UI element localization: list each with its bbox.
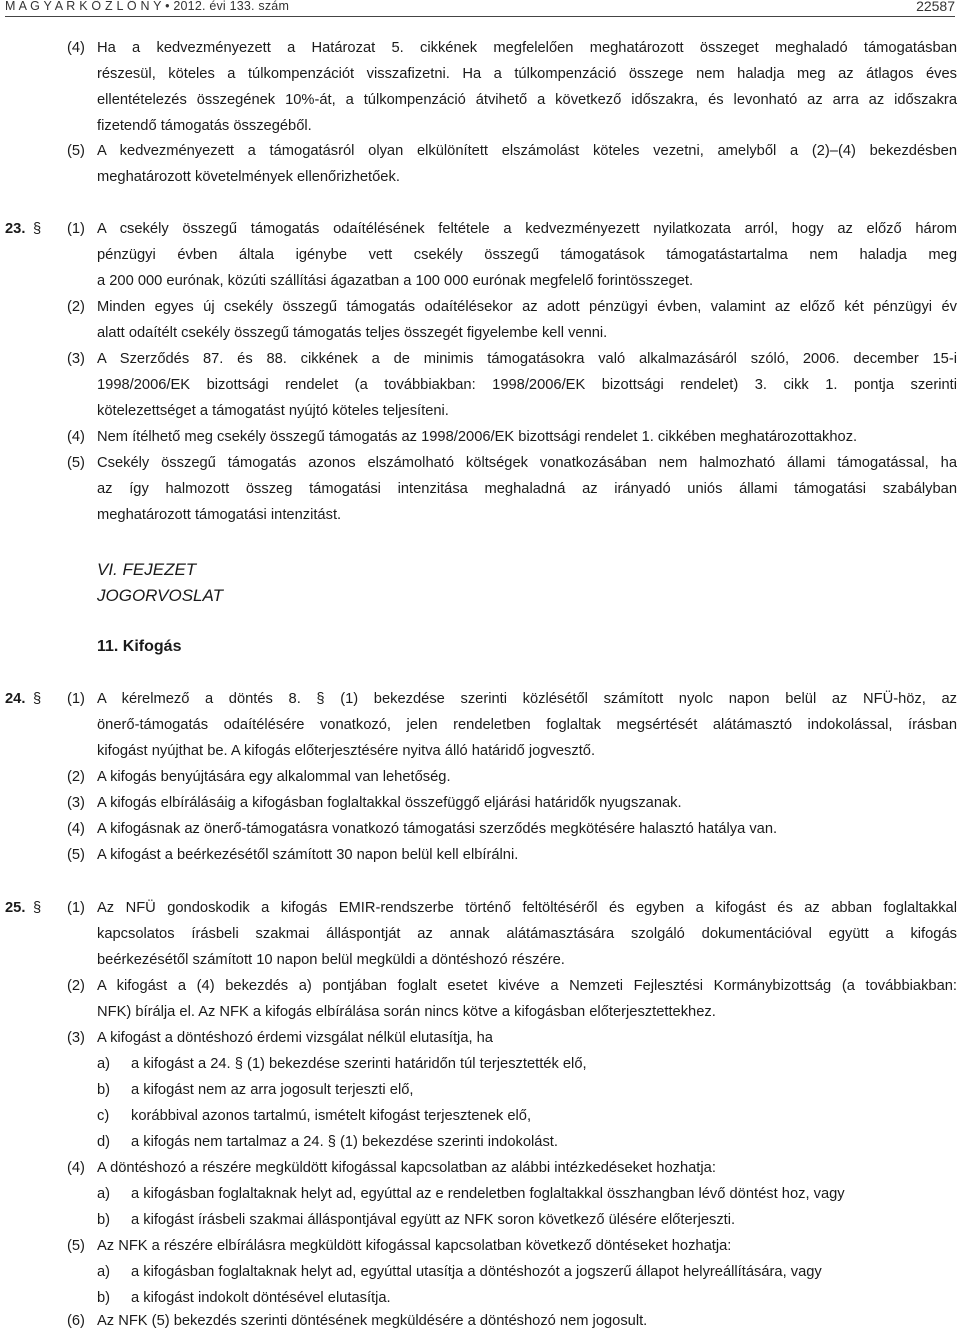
paragraph-number: (4) [67, 40, 85, 56]
text-line: A kifogásnak az önerő-támogatásra vonatkozó támogatási szerződés megkötésére halasztó hatálya van. [97, 821, 778, 837]
section-sign: § [33, 691, 42, 707]
list-item: a kifogást a 24. § (1) bekezdése szerinti határidőn túl terjesztették elő, [131, 1056, 587, 1072]
text-line: Ha a kedvezményezett a Határozat 5. cikkének megfelelően meghatározott összeget meghaladó támogatásban [97, 40, 957, 56]
text-line: az így halmozott összeg támogatási intenzitása meghaladná az irányadó uniós állami támogatási szabályban [97, 481, 957, 497]
text-line: Az NFK a részére elbírálásra megküldött kifogással kapcsolatban következő döntéseket hozhatja: [97, 1238, 732, 1254]
text-line: Nem ítélhető meg csekély összegű támogatás az 1998/2006/EK bizottsági rendelet 1. cikkében meghatározottakhoz. [97, 429, 858, 445]
text-line: a 200 000 eurónak, közúti szállítási ágazatban a 100 000 eurónak megfelelő forintösszeget. [97, 273, 694, 289]
list-letter: b) [97, 1082, 111, 1098]
list-letter: d) [97, 1134, 111, 1150]
paragraph-number: (2) [67, 769, 85, 785]
paragraph-number: (6) [67, 1313, 85, 1329]
text-line: Az NFK (5) bekezdés szerinti döntésének megküldésére a döntéshozó nem jogosult. [97, 1313, 648, 1329]
paragraph-number: (3) [67, 795, 85, 811]
text-line: A kedvezményezett a támogatásról olyan elkülönített elszámolást köteles vezetni, amelyből a (2)–(4) bekezdésben [97, 143, 957, 159]
subheading: 11. Kifogás [97, 638, 182, 655]
list-item: a kifogásban foglaltaknak helyt ad, egyúttal az e rendeletben foglaltakkal összhangban lévő döntést hoz, vagy [131, 1186, 845, 1202]
paragraph-number: (3) [67, 1030, 85, 1046]
text-line: Csekély összegű támogatás azonos elszámolható költségek vonatkozásában nem halmozható állami támogatással, ha [97, 455, 957, 471]
section-number: 24. [5, 691, 26, 707]
list-item: a kifogást írásbeli szakmai álláspontjával együtt az NFK soron következő ülésére előterjeszti. [131, 1212, 736, 1228]
list-letter: a) [97, 1264, 111, 1280]
text-line: beérkezésétől számított 10 napon belül megküldi a döntéshozó részére. [97, 952, 565, 968]
text-line: NFK) bírálja el. Az NFK a kifogás elbírálása során nincs kötve a kifogásban előterjesztettekhez. [97, 1004, 716, 1020]
text-line: pénzügyi évben általa igénybe vett csekély összegű támogatások támogatástartalma nem haladja meg [97, 247, 957, 263]
paragraph-number: (4) [67, 1160, 85, 1176]
text-line: önerő-támogatás odaítélésére vonatkozó, jelen rendeletben foglaltak megsértését alátámasztó indokolással, írásban [97, 717, 957, 733]
text-line: kötelezettséget a támogatást nyújtó köteles teljesíteni. [97, 403, 449, 419]
text-line: Az NFÜ gondoskodik a kifogás EMIR-rendszerbe történő feltöltéséről és egyben a kifogást és az abban foglaltakkal [97, 900, 957, 916]
paragraph-number: (1) [67, 900, 85, 916]
text-line: A kifogást a beérkezésétől számított 30 napon belül kell elbírálni. [97, 847, 519, 863]
text-line: fizetendő támogatás összegéből. [97, 118, 312, 134]
text-line: A csekély összegű támogatás odaítélésének feltétele a kedvezményezett nyilatkozata arról, hogy az előző három [97, 221, 957, 237]
journal-title: M A G Y A R K Ö Z L Ö N Y • 2012. évi 133. szám [5, 0, 290, 13]
text-line: A kifogás benyújtására egy alkalommal van lehetőség. [97, 769, 451, 785]
chapter-number: VI. FEJEZET [97, 560, 197, 579]
page-number: 22587 [916, 0, 955, 14]
chapter-title: JOGORVOSLAT [97, 586, 223, 605]
paragraph-number: (1) [67, 691, 85, 707]
text-line: A kifogást a (4) bekezdés a) pontjában foglalt esetet kivéve a Nemzeti Fejlesztési Kormánybizottság (a továbbiakban: [97, 978, 957, 994]
paragraph-number: (4) [67, 821, 85, 837]
list-letter: b) [97, 1212, 111, 1228]
text-line: A kifogást a döntéshozó érdemi vizsgálat nélkül elutasítja, ha [97, 1030, 493, 1046]
list-item: a kifogásban foglaltaknak helyt ad, egyúttal utasítja a döntéshozót a jogszerű állapot helyreállítására, vagy [131, 1264, 822, 1280]
paragraph-number: (5) [67, 455, 85, 471]
paragraph-number: (2) [67, 978, 85, 994]
text-line: meghatározott támogatási intenzitást. [97, 507, 342, 523]
page-header [5, 0, 955, 16]
paragraph-number: (5) [67, 847, 85, 863]
section-number: 25. [5, 900, 26, 916]
text-line: meghatározott követelmények ellenőrizhetőek. [97, 169, 400, 185]
text-line: ellentételezés összegének 10%-át, a túlkompenzáció átvihető a következő időszakra, és levonható az arra az időszakra [97, 92, 957, 108]
paragraph-number: (2) [67, 299, 85, 315]
section-sign: § [33, 900, 42, 916]
text-line: A Szerződés 87. és 88. cikkének a de minimis támogatásokra való alkalmazásáról szóló, 2006. december 15-i [97, 351, 957, 367]
text-line: A kérelmező a döntés 8. § (1) bekezdése szerinti közlésétől számított nyolc napon belül az NFÜ-höz, az [97, 691, 957, 707]
paragraph-number: (4) [67, 429, 85, 445]
text-line: A kifogás elbírálásáig a kifogásban foglaltakkal összefüggő eljárási határidők nyugszanak. [97, 795, 682, 811]
list-item: a kifogás nem tartalmaz a 24. § (1) bekezdése szerinti indokolást. [131, 1134, 558, 1150]
paragraph-number: (5) [67, 1238, 85, 1254]
list-letter: a) [97, 1186, 111, 1202]
text-line: kifogást nyújthat be. A kifogás előterjesztésére nyitva álló határidő jogvesztő. [97, 743, 596, 759]
text-line: alatt odaítélt csekély összegű támogatás teljes összegét figyelembe kell venni. [97, 325, 608, 341]
paragraph-number: (5) [67, 143, 85, 159]
section-sign: § [33, 221, 42, 237]
list-item: korábbival azonos tartalmú, ismételt kifogást terjesztenek elő, [131, 1108, 532, 1124]
text-line: részesül, köteles a túlkompenzációt visszafizetni. Ha a túlkompenzáció összege nem haladja meg az átlagos éves [97, 66, 957, 82]
text-line: Minden egyes új csekély összegű támogatás odaítélésekor az adott pénzügyi évben, valamint az előző két pénzügyi év [97, 299, 957, 315]
section-number: 23. [5, 221, 26, 237]
text-line: 1998/2006/EK bizottsági rendelet (a továbbiakban: 1998/2006/EK bizottsági rendelet) 3. cikk 1. pontja szerinti [97, 377, 957, 393]
paragraph-number: (3) [67, 351, 85, 367]
header-rule [5, 16, 955, 17]
list-item: a kifogást nem az arra jogosult terjeszti elő, [131, 1082, 414, 1098]
text-line: A döntéshozó a részére megküldött kifogással kapcsolatban az alábbi intézkedéseket hozhatja: [97, 1160, 716, 1176]
list-letter: b) [97, 1290, 111, 1306]
paragraph-number: (1) [67, 221, 85, 237]
list-letter: a) [97, 1056, 111, 1072]
text-line: kapcsolatos írásbeli szakmai álláspontját az annak alátámasztására szolgáló dokumentációval együtt a kifogás [97, 926, 957, 942]
list-item: a kifogást indokolt döntésével elutasítja. [131, 1290, 391, 1306]
list-letter: c) [97, 1108, 110, 1124]
